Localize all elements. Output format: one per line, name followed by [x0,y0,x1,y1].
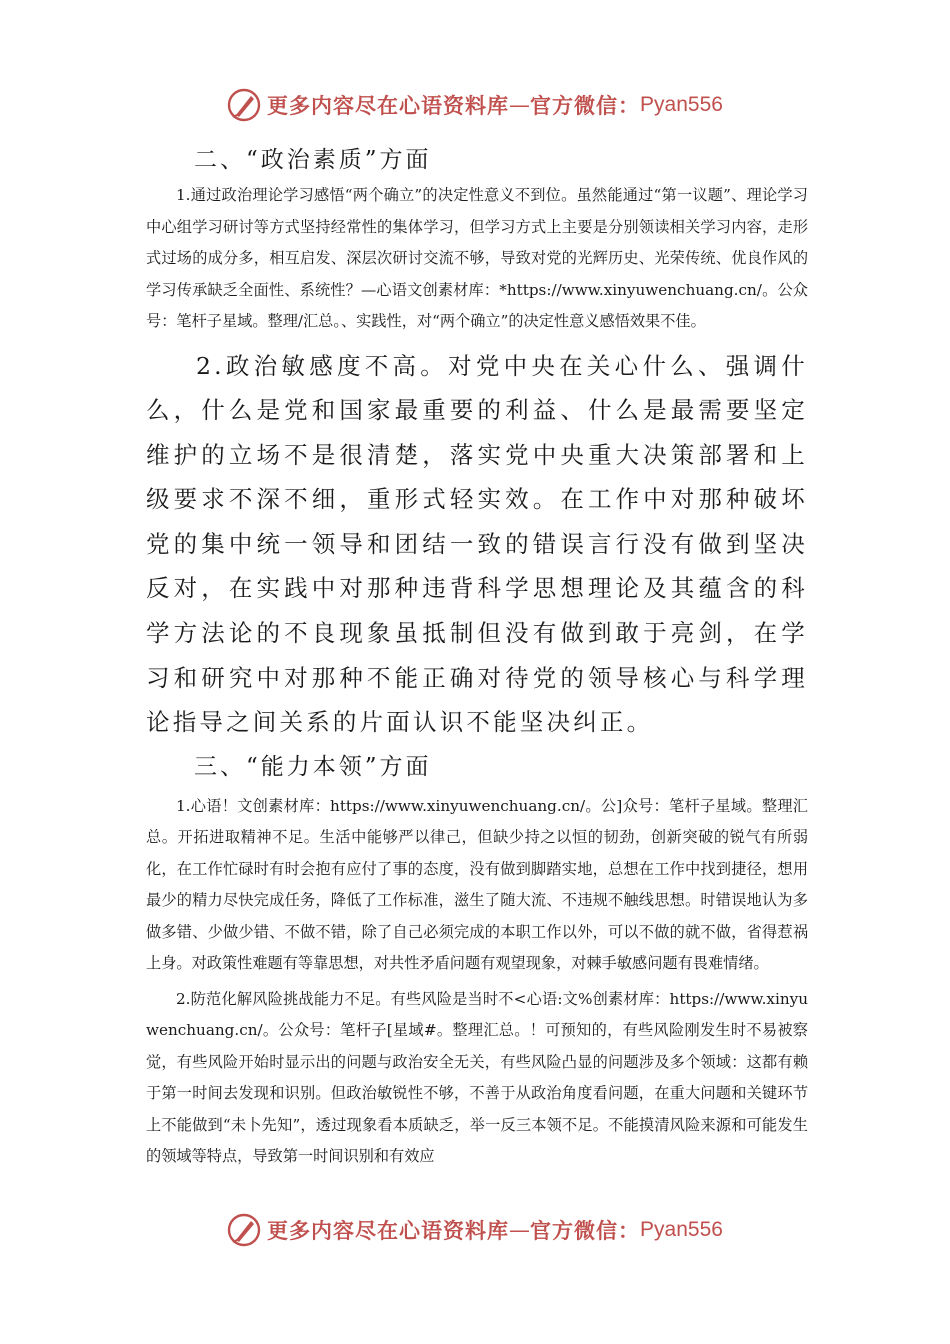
banner-main-text: 更多内容尽在心语资料库 [267,1218,510,1243]
ability-item-1: 1.心语！文创素材库：https://www.xinyuwenchuang.cn/。公]众号：笔杆子星域。整理汇总。开拓进取精神不足。生活中能够严以律己，但缺少持之以恒的韧劲，创新突破的锐气有所弱化，在工作忙碌时有时会抱有应付了事的态度，没有做到脚踏实地，总想在工作中找到捷径，想用最少的精力尽快完成任务，降低了工作标准，滋生了随大流、不违规不触线思想。时错误地认为多做多错、少做少错、不做不错，除了自己必须完成的本职工作以外，可以不做的就不做，省得惹祸上身。对政策性难题有等靠思想，对共性矛盾问题有观望现象，对棘手敏感问题有畏难情绪。 [146,796,808,973]
quill-logo-icon [227,1213,261,1247]
ability-item-2: 2.防范化解风险挑战能力不足。有些风险是当时不<心语:文%创素材库：https://www.xinyuwenchuang.cn/。公众号：笔杆子[星域#。整理汇总。！可预知的，有些风险刚发生时不易被察觉，有些风险开始时显示出的问题与政治安全无关，有些风险凸显的问题涉及多个领域：这都有赖于第一时间去发现和识别。但政治敏锐性不够，不善于从政治角度看问题，在重大问题和关键环节上不能做到“未卜先知”，透过现象看本质缺乏，举一反三本领不足。不能摸清风险来源和可能发生的领域等特点，导致第一时间识别和有效应 [146,989,808,1166]
banner-separator: — [509,1218,531,1242]
political-item-2: 2.政治敏感度不高。对党中央在关心什么、强调什么，什么是党和国家最重要的利益、什么是最需要坚定维护的立场不是很清楚，落实党中央重大决策部署和上级要求不深不细，重形式轻实效。在工作中对那种破坏党的集中统一领导和团结一致的错误言行没有做到坚决反对，在实践中对那种违背科学思想理论及其蕴含的科学方法论的不良现象虽抵制但没有做到敢于亮剑，在学习和研究中对那种不能正确对待党的领导核心与科学理论指导之间关系的片面认识不能坚决纠正。 [146,351,808,737]
banner-separator: — [509,93,531,117]
banner-wechat-id: Pyan556 [640,93,723,116]
banner-main-text: 更多内容尽在心语资料库 [267,93,510,118]
section-heading-ability: 三、“能力本领”方面 [194,753,432,780]
political-item-1: 1.通过政治理论学习感悟“两个确立”的决定性意义不到位。虽然能通过“第一议题”、理论学习中心组学习研讨等方式坚持经常性的集体学习，但学习方式上主要是分别领读相关学习内容，走形式过场的成分多，相互启发、深层次研讨交流不够，导致对党的光辉历史、光荣传统、优良作风的学习传承缺乏全面性、系统性？—心语文创素材库：*https://www.xinyuwenchuang.cn/。公众号：笔杆子星域。整理/汇总。、实践性，对“两个确立”的决定性意义感悟效果不佳。 [146,186,808,330]
quill-logo-icon [227,88,261,122]
footer-banner [0,1210,950,1250]
section-heading-political: 二、“政治素质”方面 [194,147,432,173]
banner-official-label: 官方微信： [530,1218,641,1243]
document-body [146,140,808,1173]
header-banner [0,85,950,125]
banner-wechat-id: Pyan556 [640,1218,723,1241]
banner-official-label: 官方微信： [530,93,641,118]
